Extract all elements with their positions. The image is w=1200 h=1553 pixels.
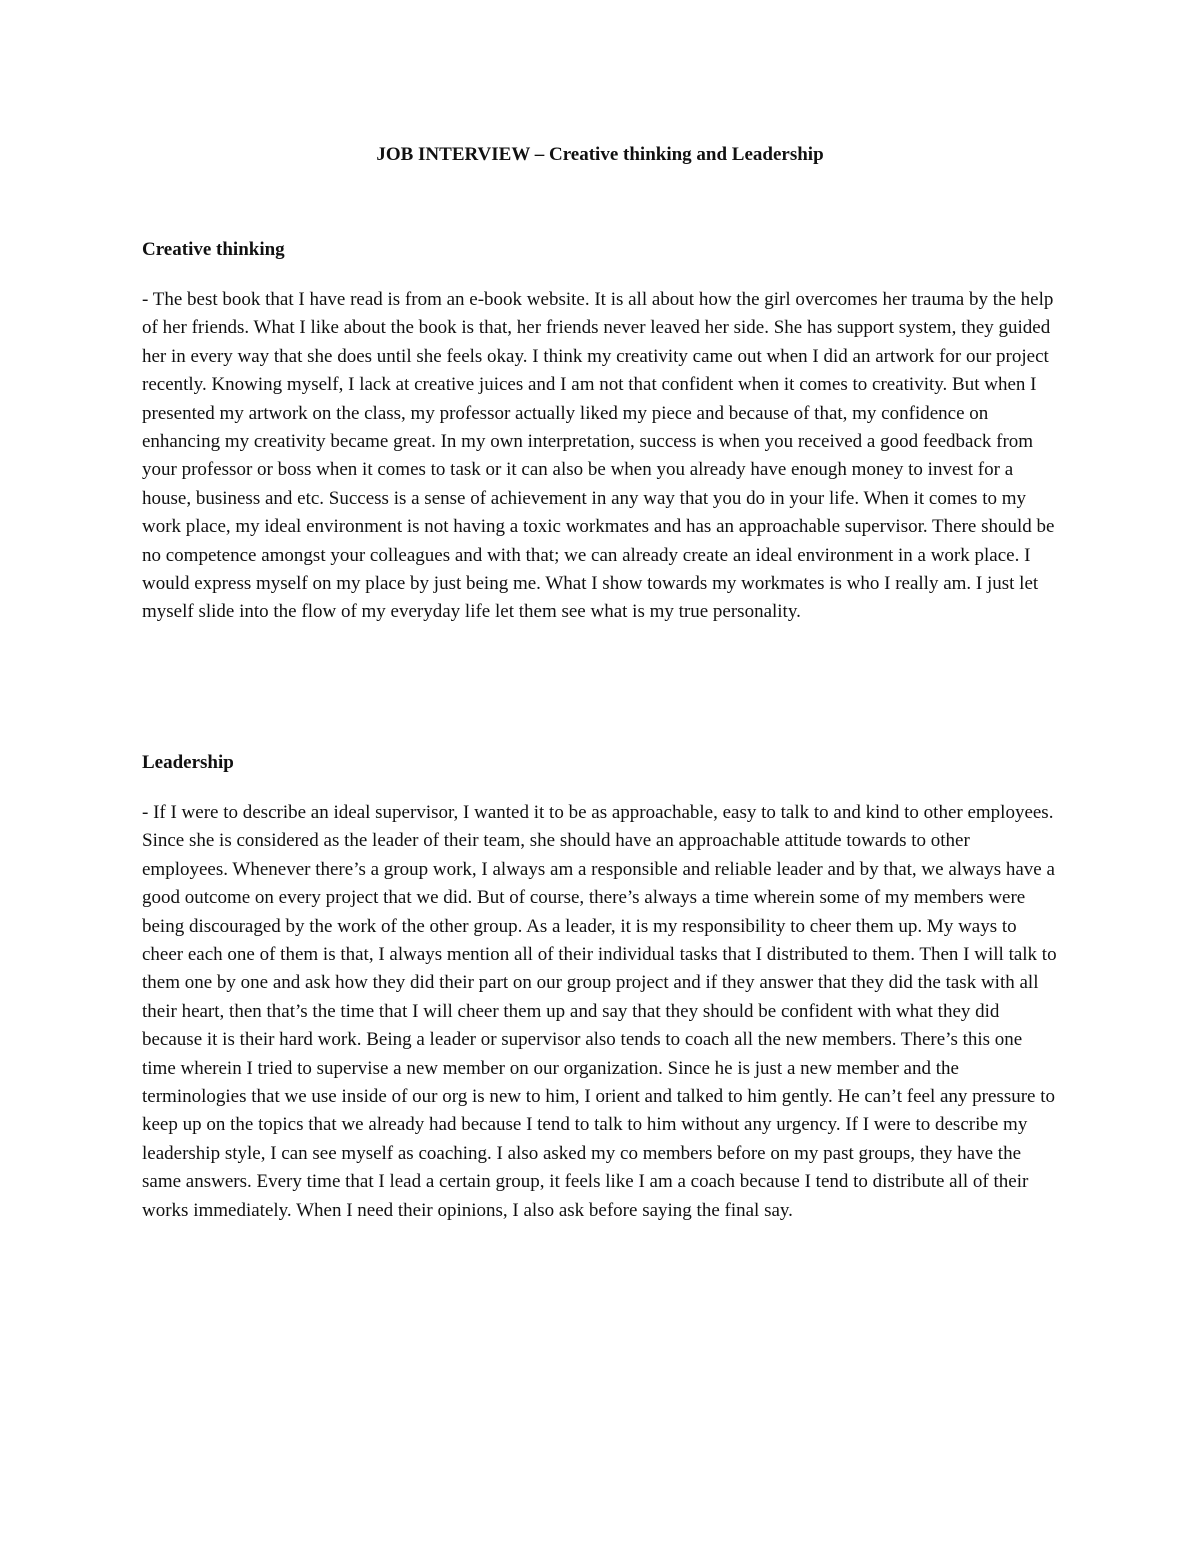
- section-heading-leadership: Leadership: [142, 752, 234, 773]
- section-body-creative-thinking: - The best book that I have read is from an e-book website. It is all about how the girl overcomes her trauma by the help of her friends. What I like about the book is that, her friends never leaved her side. She has support system, they guided her in every way that she does until she feels okay. I think my creativity came out when I did an artwork for our project recently. Knowing myself, I lack at creative juices and I am not that confident when it comes to creativity. But when I presented my artwork on the class, my professor actually liked my piece and because of that, my confidence on enhancing my creativity became great. In my own interpretation, success is when you received a good feedback from your professor or boss when it comes to task or it can also be when you already have enough money to invest for a house, business and etc. Success is a sense of achievement in any way that you do in your life. When it comes to my work place, my ideal environment is not having a toxic workmates and has an approachable supervisor. There should be no competence amongst your colleagues and with that; we can already create an ideal environment in a work place. I would express myself on my place by just being me. What I show towards my workmates is who I really am. I just let myself slide into the flow of my everyday life let them see what is my true personality.: [142, 289, 1055, 623]
- document-title: JOB INTERVIEW – Creative thinking and Leadership: [376, 144, 824, 165]
- section-creative-thinking: [142, 238, 1058, 627]
- section-heading-creative-thinking: Creative thinking: [142, 239, 285, 260]
- section-leadership: [142, 751, 1058, 1225]
- section-body-leadership: - If I were to describe an ideal supervisor, I wanted it to be as approachable, easy to talk to and kind to other employees. Since she is considered as the leader of their team, she should have an approachable attitude towards to other employees. Whenever there’s a group work, I always am a responsible and reliable leader and by that, we always have a good outcome on every project that we did. But of course, there’s always a time wherein some of my members were being discouraged by the work of the other group. As a leader, it is my responsibility to cheer them up. My ways to cheer each one of them is that, I always mention all of their individual tasks that I distributed to them. Then I will talk to them one by one and ask how they did their part on our group project and if they answer that they did the task with all their heart, then that’s the time that I will cheer them up and say that they should be confident with what they did because it is their hard work. Being a leader or supervisor also tends to coach all the new members. There’s this one time wherein I tried to supervise a new member on our organization. Since he is just a new member and the terminologies that we use inside of our org is new to him, I orient and talked to him gently. He can’t feel any pressure to keep up on the topics that we already had because I tend to talk to him without any urgency. If I were to describe my leadership style, I can see myself as coaching. I also asked my co members before on my past groups, they have the same answers. Every time that I lead a certain group, it feels like I am a coach because I tend to distribute all of their works immediately. When I need their opinions, I also ask before saying the final say.: [142, 802, 1057, 1221]
